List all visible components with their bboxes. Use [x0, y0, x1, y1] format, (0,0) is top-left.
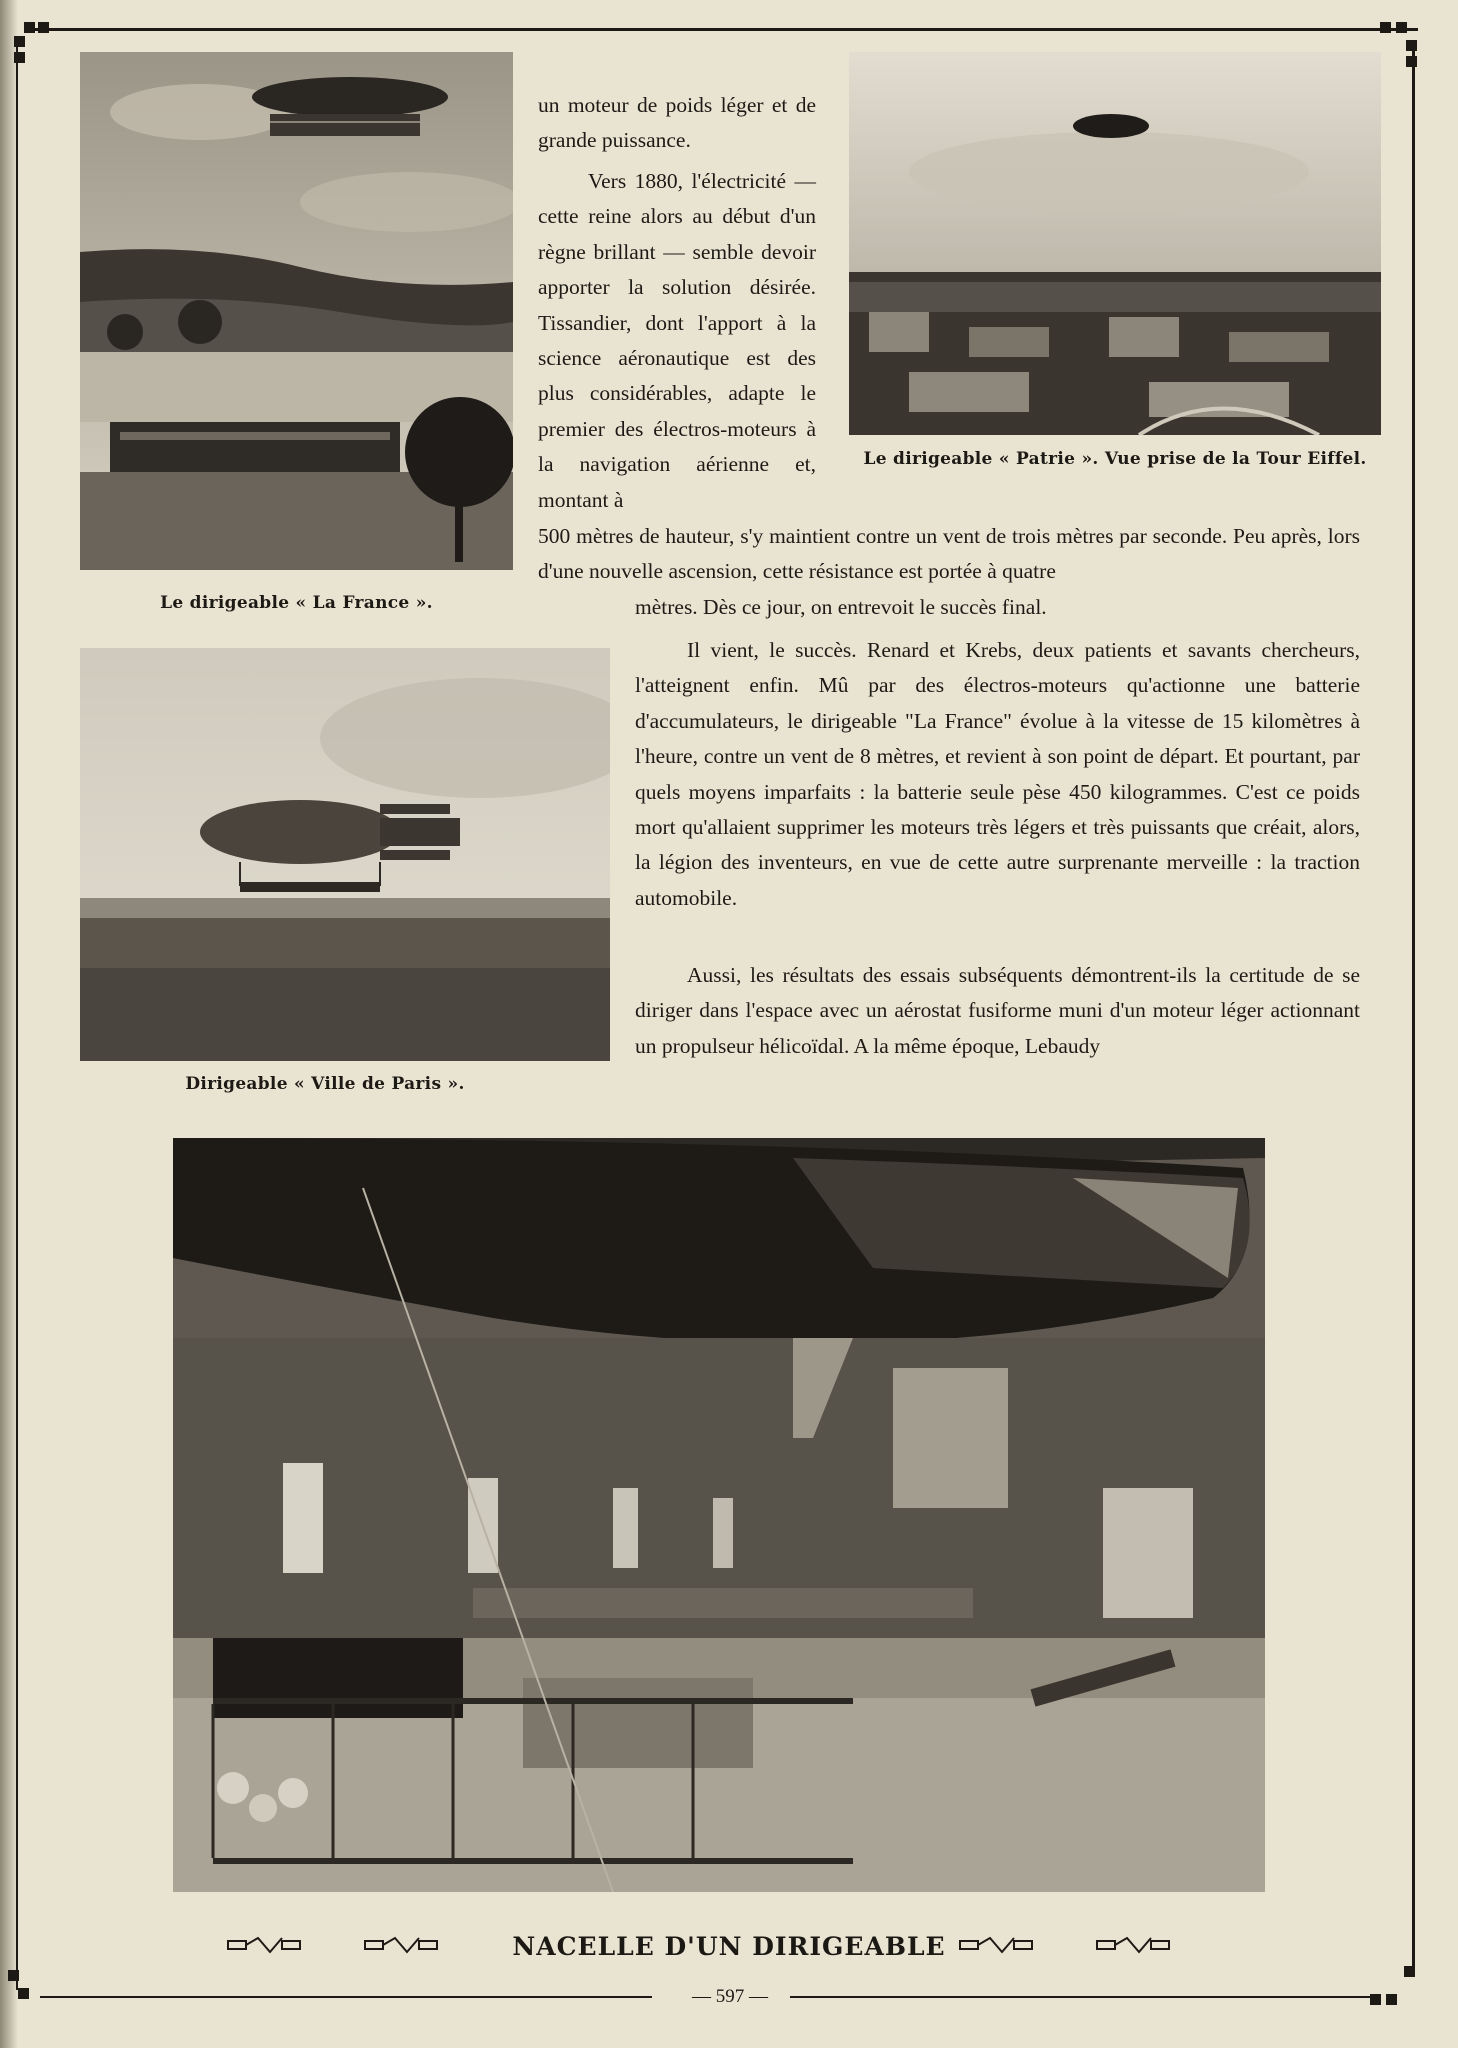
top-border-rule [30, 28, 1418, 31]
corner-ornament [1370, 1994, 1381, 2005]
paragraph-wide-continuation: 500 mètres de hauteur, s'y maintient contre un vent de trois mètres par seconde. Peu après, lors d'une nouvelle ascension, cette résistance est portée à quatre [538, 524, 1360, 584]
corner-ornament [1396, 22, 1407, 33]
caption-patrie: Le dirigeable « Patrie ». Vue prise de la Tour Eiffel. [863, 449, 1367, 469]
caption-la-france: Le dirigeable « La France ». [160, 593, 433, 613]
bottom-border-rule-right [760, 1996, 1370, 1998]
caption-ville-de-paris: Dirigeable « Ville de Paris ». [185, 1074, 465, 1094]
corner-ornament [8, 1970, 19, 1981]
corner-ornament [38, 22, 49, 33]
corner-ornament [1380, 22, 1391, 33]
corner-ornament [1406, 40, 1417, 51]
photo-nacelle [173, 1138, 1265, 1892]
paragraph-vers-1880: Vers 1880, l'électricité — cette reine alors au début d'un règne brillant — semble devoir apporter la solution désirée. Tissandier, dont l'apport à la science aéronautique est des plus considérables, adapte le premier des électros-moteurs à la navigation aérienne et, montant à [538, 169, 816, 512]
corner-ornament [1386, 1994, 1397, 2005]
paragraph-renard-krebs: Il vient, le succès. Renard et Krebs, deux patients et savants chercheurs, l'atteignent enfin. Mû par des électros-moteurs qu'actionne une batterie d'accumulateurs, le dirigeable "La France" évolue à la vitesse de 15 kilomètres à l'heure, contre un vent de 8 mètres, et revient à son point de départ. Et pourtant, par quels moyens imparfaits : la batterie seule pèse 450 kilogrammes. C'est ce poids mort qu'allaient supprimer les moteurs très légers et très puissants que créait, alors, la légion des inventeurs, en vue de cette autre surprenante merveille : la traction automobile. [635, 638, 1360, 910]
corner-ornament [1406, 56, 1417, 67]
corner-ornament [14, 52, 25, 63]
photo-patrie [849, 52, 1381, 435]
photo-title: NACELLE D'UN DIRIGEABLE [512, 1932, 946, 1961]
photo-la-france [80, 52, 513, 570]
right-border-rule [1412, 40, 1415, 1970]
photo-ville-de-paris [80, 648, 610, 1061]
corner-ornament [14, 36, 25, 47]
corner-ornament [24, 22, 35, 33]
ornament-icon [1095, 1934, 1171, 1956]
paragraph-intro: un moteur de poids léger et de grande puissance. [538, 93, 816, 153]
bottom-border-rule-left [40, 1996, 652, 1998]
corner-ornament [1404, 1966, 1415, 1977]
paragraph-wide-end: mètres. Dès ce jour, on entrevoit le succès final. [635, 595, 1047, 619]
ornament-icon [958, 1934, 1034, 1956]
corner-ornament [18, 1988, 29, 1999]
page-number: — 597 — [670, 1986, 790, 2008]
paragraph-aussi: Aussi, les résultats des essais subséquents démontrent-ils la certitude de se diriger dans l'espace avec un aérostat fusiforme muni d'un moteur léger actionnant un propulseur hélicoïdal. A la même époque, Lebaudy [635, 963, 1360, 1058]
left-border-rule [16, 40, 18, 1990]
